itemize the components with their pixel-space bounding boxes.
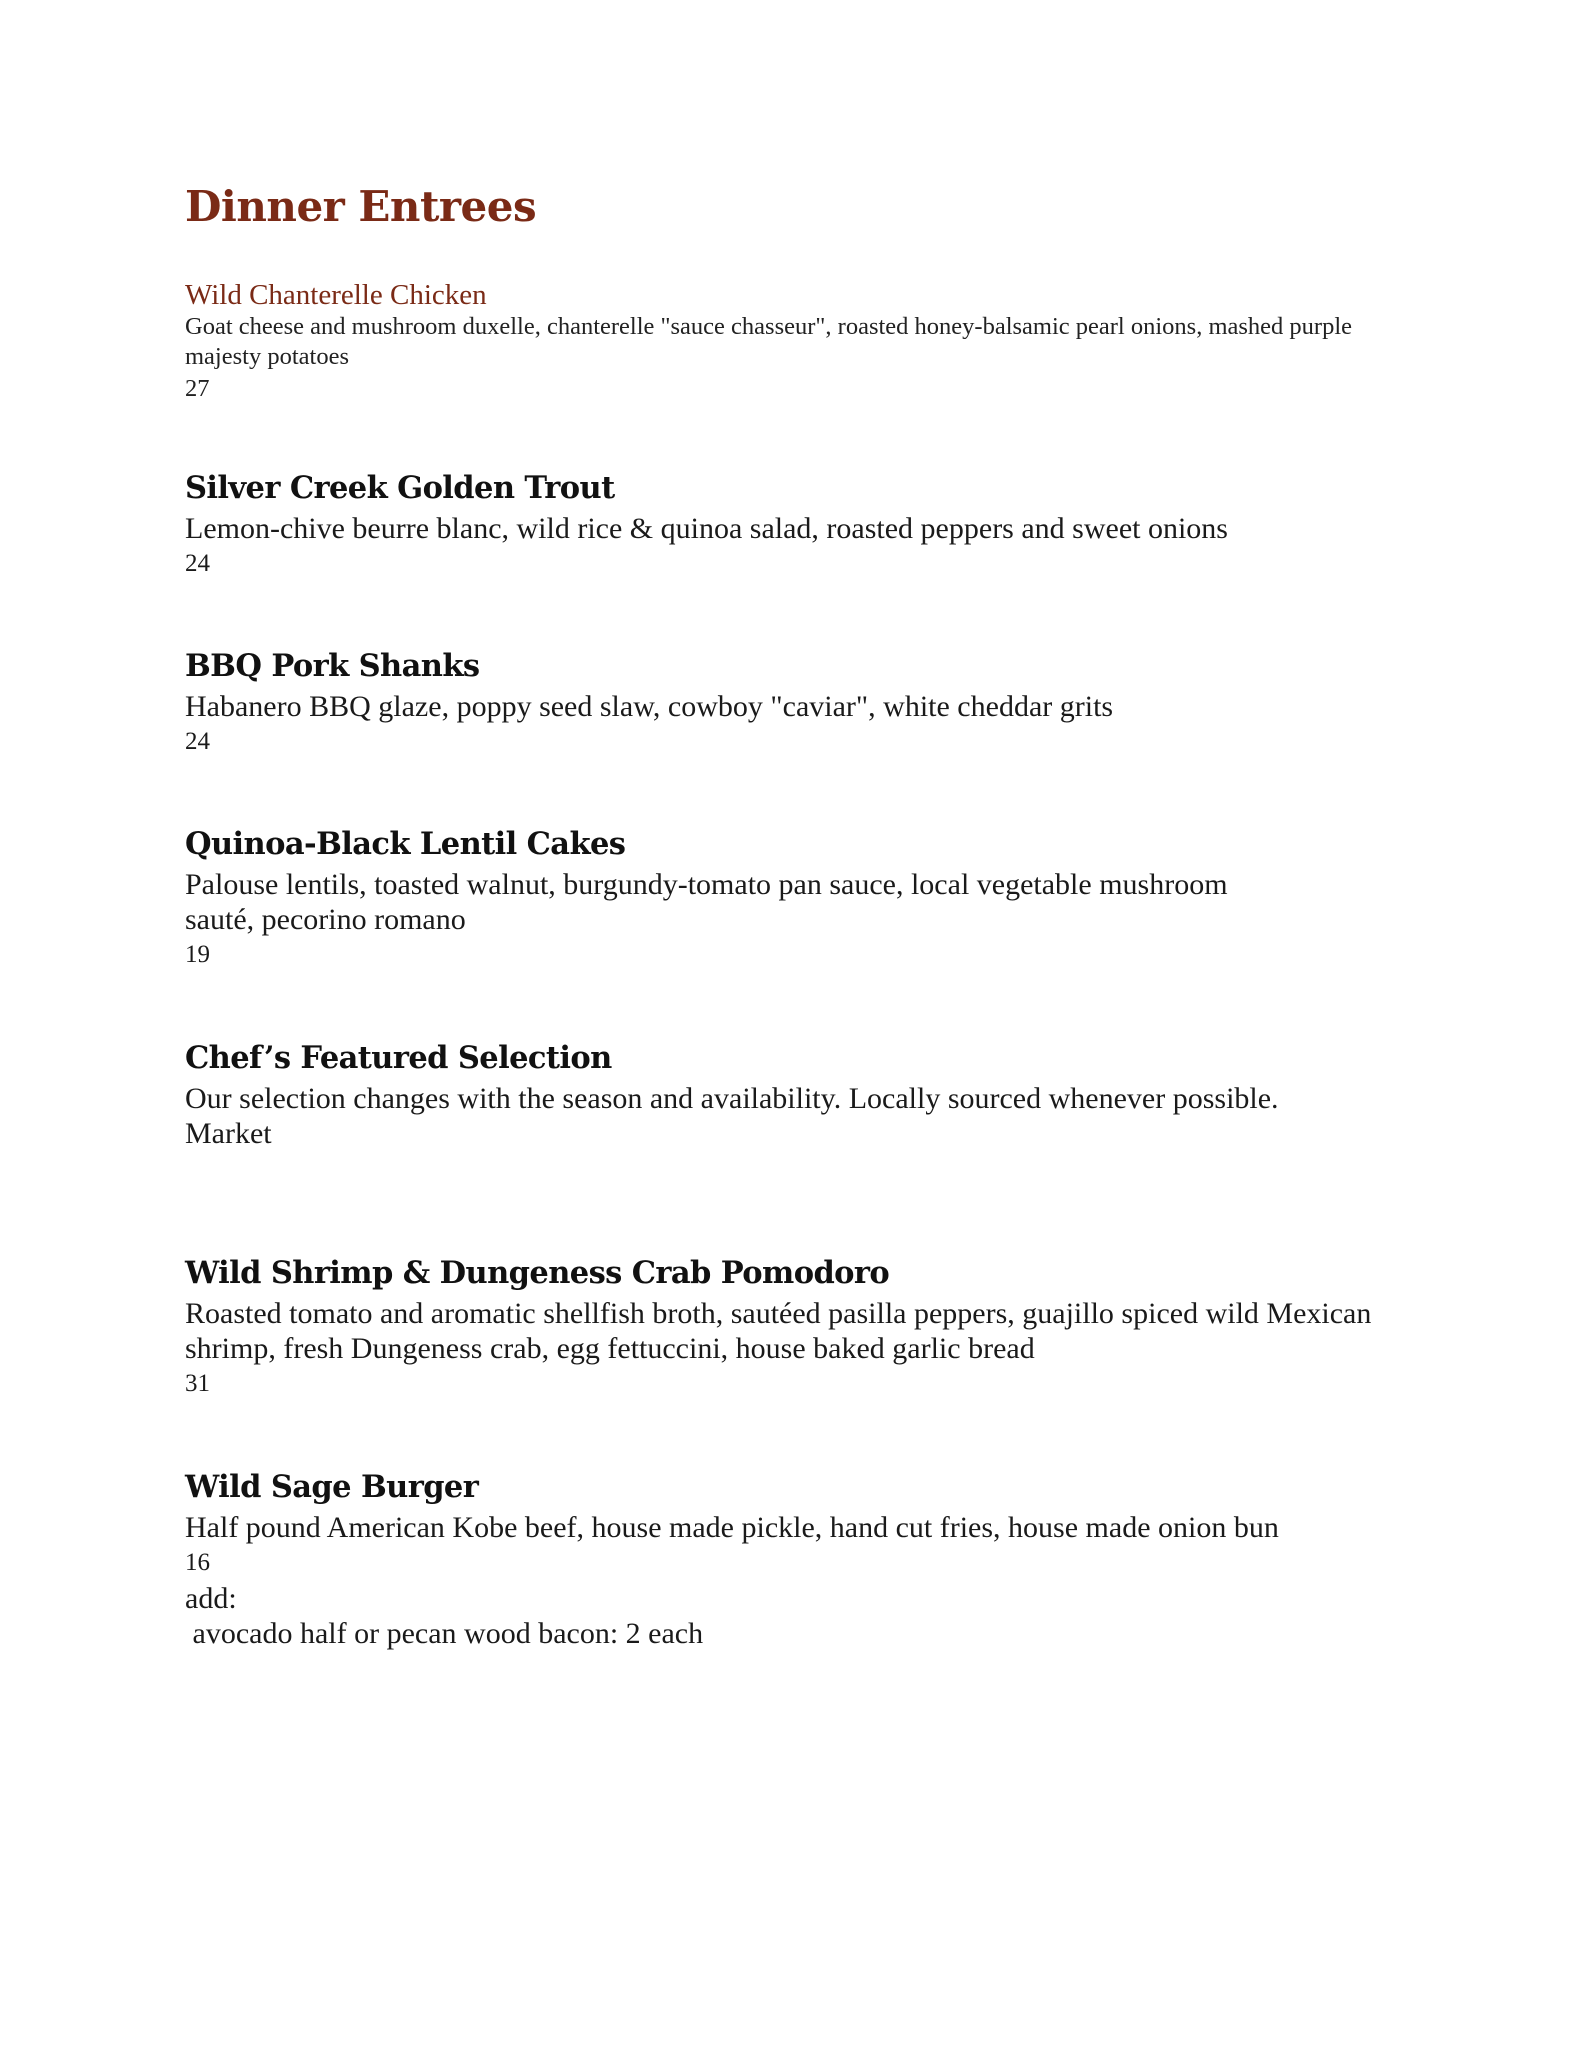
item-description: Palouse lentils, toasted walnut, burgundy-tomato pan sauce, local vegetable mushroom sauté, pecorino romano [185,868,1228,936]
menu-item [185,645,1405,760]
item-description: Roasted tomato and aromatic shellfish broth, sautéed pasilla peppers, guajillo spiced wild Mexican shrimp, fresh Dungeness crab, egg fettuccini, house baked garlic bread [185,1297,1372,1365]
item-name: Wild Chanterelle Chicken [185,279,487,311]
item-name: Silver Creek Golden Trout [185,470,615,506]
item-price: 24 [185,550,210,577]
addon-text: avocado half or pecan wood bacon: 2 each [185,1617,704,1650]
item-description: Habanero BBQ glaze, poppy seed slaw, cowboy "caviar", white cheddar grits [185,690,1114,723]
menu-item [185,467,1405,582]
item-price: 16 [185,1549,210,1576]
menu-item [185,823,1405,973]
item-description: Goat cheese and mushroom duxelle, chanterelle "sauce chasseur", roasted honey-balsamic pearl onions, mashed purple majesty potatoes [185,313,1353,370]
item-description: Our selection changes with the season and availability. Locally sourced whenever possible. [185,1082,1279,1115]
addon-label: add: [185,1582,237,1615]
item-price: Market [185,1117,272,1150]
item-name: Chef’s Featured Selection [185,1040,612,1076]
item-price: 24 [185,728,210,755]
item-name: Wild Sage Burger [185,1469,479,1505]
menu-item [185,278,1405,406]
item-name: Quinoa-Black Lentil Cakes [185,826,626,862]
menu-item [185,1252,1405,1402]
item-description: Lemon-chive beurre blanc, wild rice & quinoa salad, roasted peppers and sweet onions [185,512,1228,545]
item-price: 31 [185,1370,210,1397]
menu-item [185,1037,1405,1151]
page-title: Dinner Entrees [185,182,537,231]
item-name: Wild Shrimp & Dungeness Crab Pomodoro [185,1255,890,1291]
item-price: 27 [185,375,210,402]
item-description: Half pound American Kobe beef, house made pickle, hand cut fries, house made onion bun [185,1511,1279,1544]
menu-item [185,1466,1405,1651]
item-price: 19 [185,941,210,968]
item-name: BBQ Pork Shanks [185,648,480,684]
